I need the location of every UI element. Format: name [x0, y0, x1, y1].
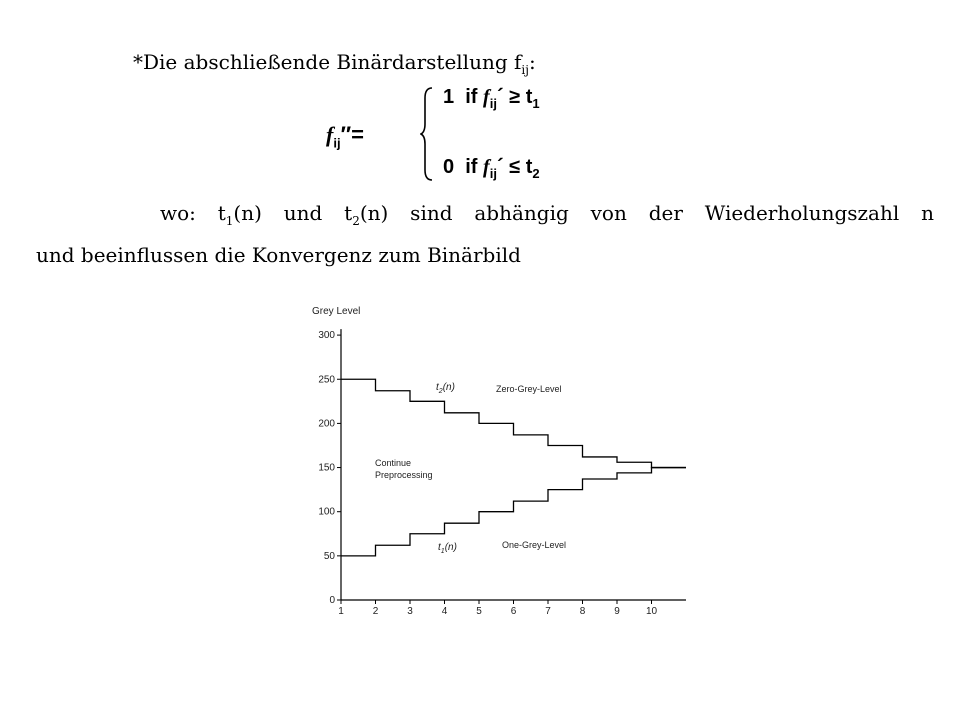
formula-lhs-sub: ij — [333, 135, 341, 151]
case2-sub: ij — [489, 166, 497, 181]
case1-op-sub: 1 — [532, 96, 540, 111]
formula-case-2 — [443, 156, 540, 181]
explanation-line-2: und beeinflussen die Konvergenz zum Binärbild — [36, 243, 521, 267]
explanation-line-1 — [36, 196, 934, 238]
y-tick-label: 50 — [323, 550, 335, 562]
y-tick-label: 200 — [318, 418, 335, 430]
heading-sub: ij — [521, 63, 529, 77]
expl-part2: (n) und t — [233, 201, 353, 225]
case2-keyword: if — [465, 156, 478, 178]
heading-text: *Die abschließende Binärdarstellung f — [133, 50, 522, 74]
case2-value: 0 — [443, 156, 455, 178]
x-tick-label: 6 — [510, 606, 517, 617]
y-axis-label: Grey Level — [312, 306, 361, 317]
annotation-one-grey-level: One-Grey-Level — [502, 540, 567, 550]
annotation-continue: Continue — [375, 458, 412, 468]
expl-part3: (n) sind abhängig von der Wiederholungszahl n — [359, 201, 934, 225]
formula-lhs-suffix: ″= — [340, 122, 364, 147]
case1-sub: ij — [489, 96, 497, 111]
expl-sub1: 1 — [225, 214, 234, 228]
y-tick-label: 250 — [318, 374, 335, 386]
heading-suffix: : — [528, 50, 536, 74]
formula-lhs — [326, 122, 364, 150]
y-tick-label: 0 — [329, 595, 335, 606]
annotation-preprocessing: Preprocessing — [375, 470, 433, 480]
x-tick-label: 3 — [407, 606, 413, 617]
grey-level-chart — [300, 280, 700, 620]
case2-op-sub: 2 — [532, 166, 540, 181]
x-tick-label: 8 — [579, 606, 586, 617]
x-tick-label: 4 — [441, 606, 448, 617]
x-tick-label: 7 — [545, 606, 551, 617]
series-label-t2: $t_2(n)$ — [436, 382, 455, 395]
case1-symbol: f — [483, 86, 490, 108]
case1-op: ´ ≥ t — [496, 86, 533, 108]
explanation-paragraph — [36, 196, 934, 272]
formula-lhs-symbol: f — [326, 122, 334, 147]
x-tick-labels — [338, 600, 657, 617]
y-tick-label: 150 — [318, 462, 335, 474]
x-tick-label: 2 — [372, 606, 379, 617]
case2-symbol: f — [483, 156, 490, 178]
case1-value: 1 — [443, 86, 455, 108]
x-tick-label: 1 — [338, 606, 344, 617]
case2-op: ´ ≤ t — [496, 156, 533, 178]
x-tick-label: 5 — [476, 606, 482, 617]
case1-keyword: if — [465, 86, 478, 108]
series-label-t1: $t_1(n)$ — [438, 542, 457, 555]
x-tick-label: 10 — [645, 606, 658, 617]
curly-brace-icon — [420, 86, 434, 182]
formula-case-1 — [443, 86, 540, 111]
y-tick-labels — [318, 330, 341, 606]
expl-sub2: 2 — [352, 214, 360, 228]
y-tick-label: 100 — [318, 506, 335, 518]
annotation-zero-grey-level: Zero-Grey-Level — [496, 384, 562, 394]
y-tick-label: 300 — [318, 330, 335, 342]
heading — [133, 50, 536, 77]
expl-part1: wo: t — [160, 201, 226, 225]
x-tick-label: 9 — [614, 606, 620, 617]
